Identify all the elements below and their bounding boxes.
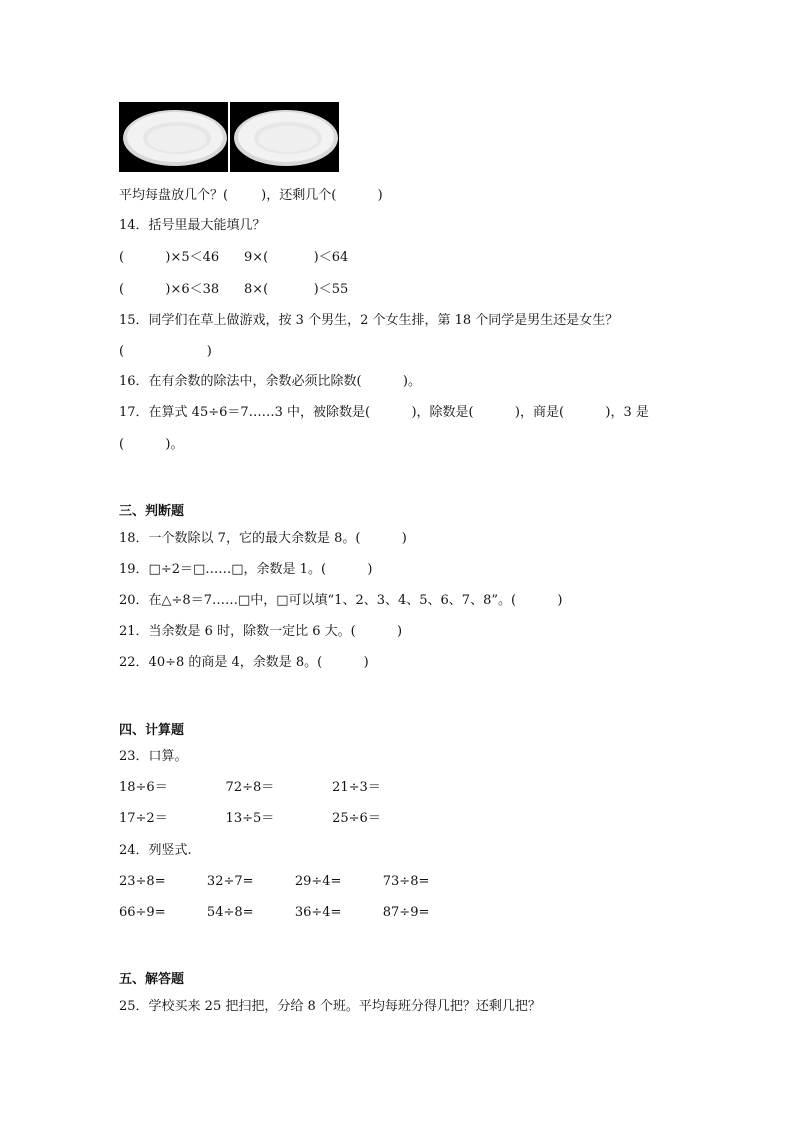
q25-text: 25．学校买来 25 把扫把，分给 8 个班。平均每班分得几把？还剩几把？ [119, 999, 541, 1014]
section5-heading: 五、解答题 [119, 972, 185, 987]
q16-text: 16．在有余数的除法中，余数必须比除数( )。 [119, 374, 422, 389]
q13-line: 平均每盘放几个？( )，还剩几个( ) [119, 188, 383, 203]
q14-row2: ( )×6＜38 8×( )＜55 [119, 282, 349, 297]
q17-line1: 17．在算式 45÷6＝7……3 中，被除数是( )，除数是( )，商是( )，3 是 [119, 405, 649, 420]
q24-row2: 66÷9= 54÷8= 36÷4= 87÷9= [119, 905, 430, 920]
section3-heading: 三、判断题 [119, 504, 185, 519]
q15-answer: ( ) [119, 344, 212, 359]
q23-row2: 17÷2＝ 13÷5＝ 25÷6＝ [119, 811, 381, 826]
q23-row1: 18÷6＝ 72÷8＝ 21÷3＝ [119, 780, 381, 795]
q24-row1: 23÷8= 32÷7= 29÷4= 73÷8= [119, 874, 430, 889]
q14-title: 14．括号里最大能填几？ [119, 218, 266, 233]
judge-item: 18．一个数除以 7，它的最大余数是 8。( ) [119, 531, 407, 546]
judge-item: 20．在△÷8＝7……□中，□可以填“1、2、3、4、5、6、7、8”。( ) [119, 593, 563, 608]
judge-item: 21．当余数是 6 时，除数一定比 6 大。( ) [119, 624, 403, 639]
judge-item: 22．40÷8 的商是 4，余数是 8。( ) [119, 655, 369, 670]
q17-line2: ( )。 [119, 437, 184, 452]
plate-icon [230, 102, 339, 172]
plates-image-row [119, 102, 339, 172]
judge-item: 19．□÷2＝□……□，余数是 1。( ) [119, 562, 373, 577]
q14-row1: ( )×5＜46 9×( )＜64 [119, 250, 349, 265]
section4-heading: 四、计算题 [119, 723, 185, 738]
q15-title: 15．同学们在草上做游戏，按 3 个男生，2 个女生排，第 18 个同学是男生还是女生？ [119, 313, 619, 328]
plate-icon [119, 102, 228, 172]
q23-title: 23．口算。 [119, 749, 188, 764]
q24-title: 24．列竖式. [119, 843, 192, 858]
